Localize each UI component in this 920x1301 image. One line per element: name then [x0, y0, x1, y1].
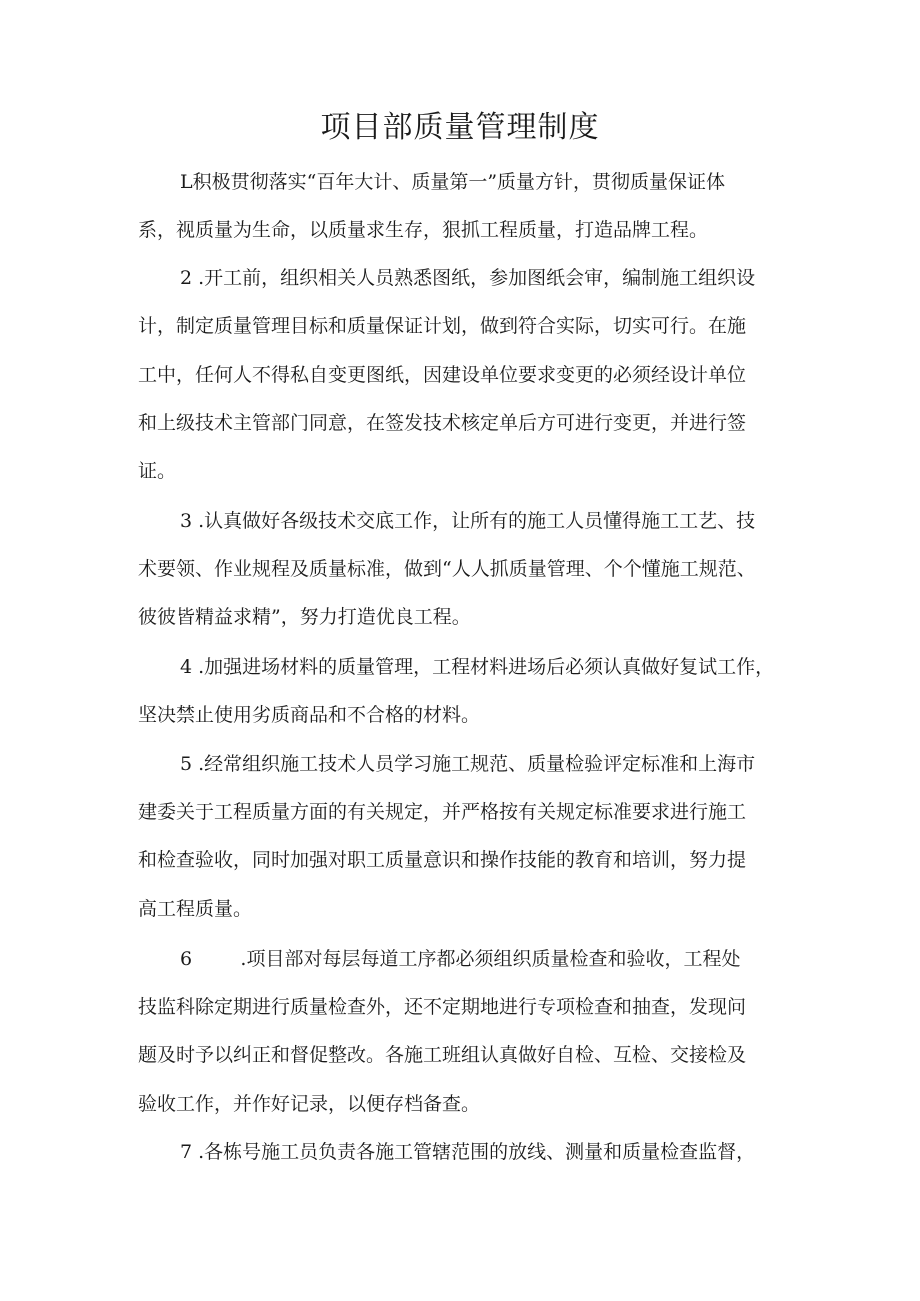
paragraph-7-line-1: 7 .各栋号施工员负责各施工管辖范围的放线、测量和质量检查监督， [180, 1141, 756, 1163]
paragraph-3-line-2: 术要领、作业规程及质量标准，做到“人人抓质量管理、个个懂施工规范、 [138, 558, 756, 580]
paragraph-2-line-4: 和上级技术主管部门同意，在签发技术核定单后方可进行变更，并进行签 [138, 412, 747, 434]
paragraph-1-line-2: 系，视质量为生命，以质量求生存，狠抓工程质量，打造品牌工程。 [138, 219, 709, 241]
paragraph-3-line-1: 3 .认真做好各级技术交底工作，让所有的施工人员懂得施工工艺、技 [180, 510, 756, 532]
paragraph-1-line-1: L积极贯彻落实“百年大计、质量第一”质量方针，贯彻质量保证体 [180, 171, 726, 193]
paragraph-5-line-4: 高工程质量。 [138, 898, 253, 920]
paragraph-4-line-2: 坚决禁止使用劣质商品和不合格的材料。 [138, 704, 481, 726]
paragraph-2-line-2: 计，制定质量管理目标和质量保证计划，做到符合实际，切实可行。在施 [138, 315, 747, 337]
paragraph-5-line-1: 5 .经常组织施工技术人员学习施工规范、质量检验评定标准和上海市 [180, 753, 756, 775]
document-title: 项目部质量管理制度 [320, 110, 600, 145]
paragraph-2-line-5: 证。 [138, 460, 177, 482]
paragraph-6-line-3: 题及时予以纠正和督促整改。各施工班组认真做好自检、互检、交接检及 [138, 1044, 747, 1066]
paragraph-6-line-2: 技监科除定期进行质量检查外，还不定期地进行专项检查和抽查，发现问 [138, 996, 747, 1018]
paragraph-2-line-1: 2 .开工前，组织相关人员熟悉图纸，参加图纸会审，编制施工组织设 [180, 267, 756, 289]
paragraph-6-line-4: 验收工作，并作好记录，以便存档备查。 [138, 1093, 481, 1115]
paragraph-5-line-2: 建委关于工程质量方面的有关规定，并严格按有关规定标准要求进行施工 [138, 801, 747, 823]
paragraph-2-line-3: 工中，任何人不得私自变更图纸，因建设单位要求变更的必须经设计单位 [138, 364, 747, 386]
paragraph-3-line-3: 彼彼皆精益求精”，努力打造优良工程。 [138, 606, 471, 628]
paragraph-5-line-3: 和检查验收，同时加强对职工质量意识和操作技能的教育和培训，努力提 [138, 849, 747, 871]
paragraph-4-line-1: 4 .加强进场材料的质量管理，工程材料进场后必须认真做好复试工作， [180, 656, 775, 678]
paragraph-6-line-1: 6 .项目部对每层每道工序都必须组织质量检查和验收，工程处 [180, 948, 741, 970]
